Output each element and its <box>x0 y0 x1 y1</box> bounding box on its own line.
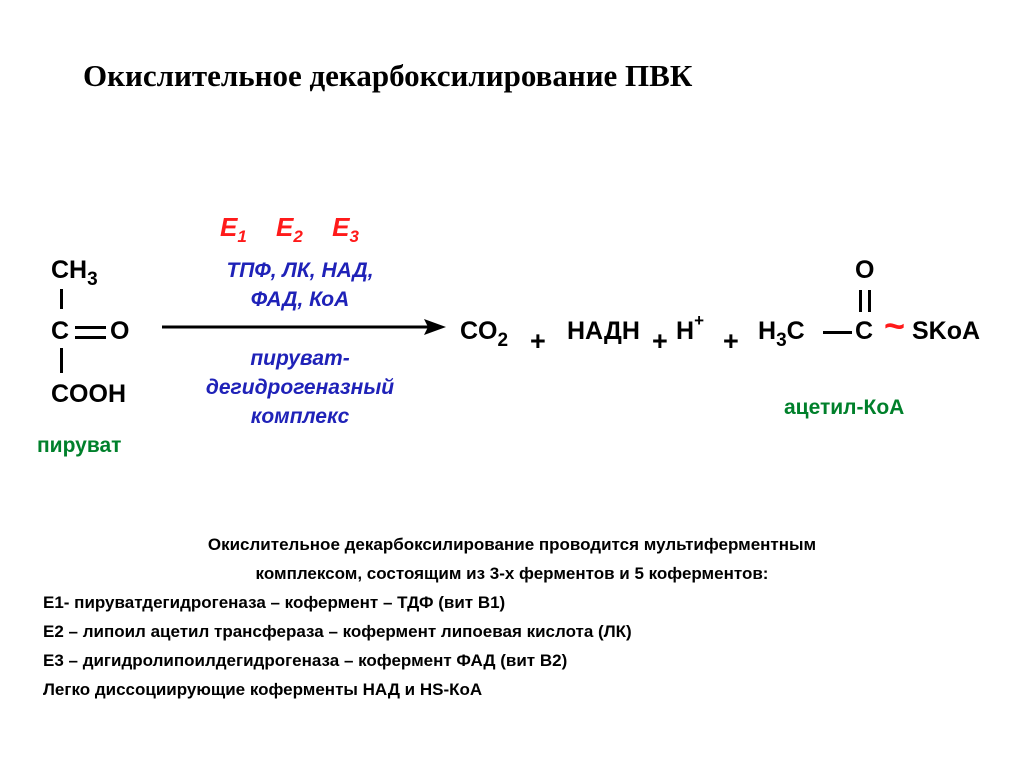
description-line-6: Легко диссоциирующие коферменты НАД и HS-КоА <box>43 680 483 699</box>
cofactors-label: ТПФ, ЛК, НАД, ФАД, КоА <box>226 259 374 311</box>
pyruvate-carbonyl-c: C <box>51 317 70 345</box>
description-line-1: Окислительное декарбоксилирование проводится мультиферментным <box>207 535 817 554</box>
acetyl-h3c: $H_3C$ <box>758 317 805 351</box>
plus-1: + <box>530 326 546 356</box>
enzymes-label: $E_1$ $E_2$ $E_3$ <box>220 212 359 246</box>
bond-ch3-c <box>60 289 63 309</box>
description-line-3: Е1- пируватдегидрогеназа – кофермент – ТДФ (вит В1) <box>43 593 506 612</box>
double-bond-top <box>75 326 106 329</box>
description-line-5: Е3 – дигидролипоилдегидрогеназа – кофермент ФАД (вит В2) <box>43 651 568 670</box>
acetyl-carbonyl-c: C <box>855 317 874 345</box>
complex-label: пируват- дегидрогеназный комплекс <box>205 347 395 428</box>
pyruvate-oxygen: O <box>110 317 130 345</box>
description-line-2: комплексом, состоящим из 3-х ферментов и 5 коферментов: <box>255 564 769 583</box>
acetyl-coa-label: ацетил-КоА <box>784 396 905 419</box>
pyruvate-ch3: $CH_3$ <box>51 256 98 290</box>
nadh: НАДН <box>567 317 640 345</box>
co2: $CO_2$ <box>460 317 509 351</box>
skoa: SKoA <box>912 317 981 345</box>
bond-c-cooh <box>60 348 63 373</box>
double-bond-bottom <box>75 336 106 339</box>
pyruvate-cooh: COOH <box>51 380 126 408</box>
pyruvate-label: пируват <box>37 434 122 457</box>
double-bond-left <box>859 290 862 312</box>
bond-h3c-c <box>823 331 852 334</box>
plus-3: + <box>723 326 739 356</box>
page-title: Окислительное декарбоксилирование ПВК <box>83 58 693 93</box>
reaction-arrow <box>160 316 450 338</box>
description-line-4: Е2 – липоил ацетил трансфераза – кофермент липоевая кислота (ЛК) <box>43 622 632 641</box>
proton: H+ <box>676 311 704 345</box>
thioester-tilde: ~ <box>884 305 906 346</box>
acetyl-oxygen: O <box>855 256 875 284</box>
plus-2: + <box>652 326 668 356</box>
double-bond-right <box>868 290 871 312</box>
